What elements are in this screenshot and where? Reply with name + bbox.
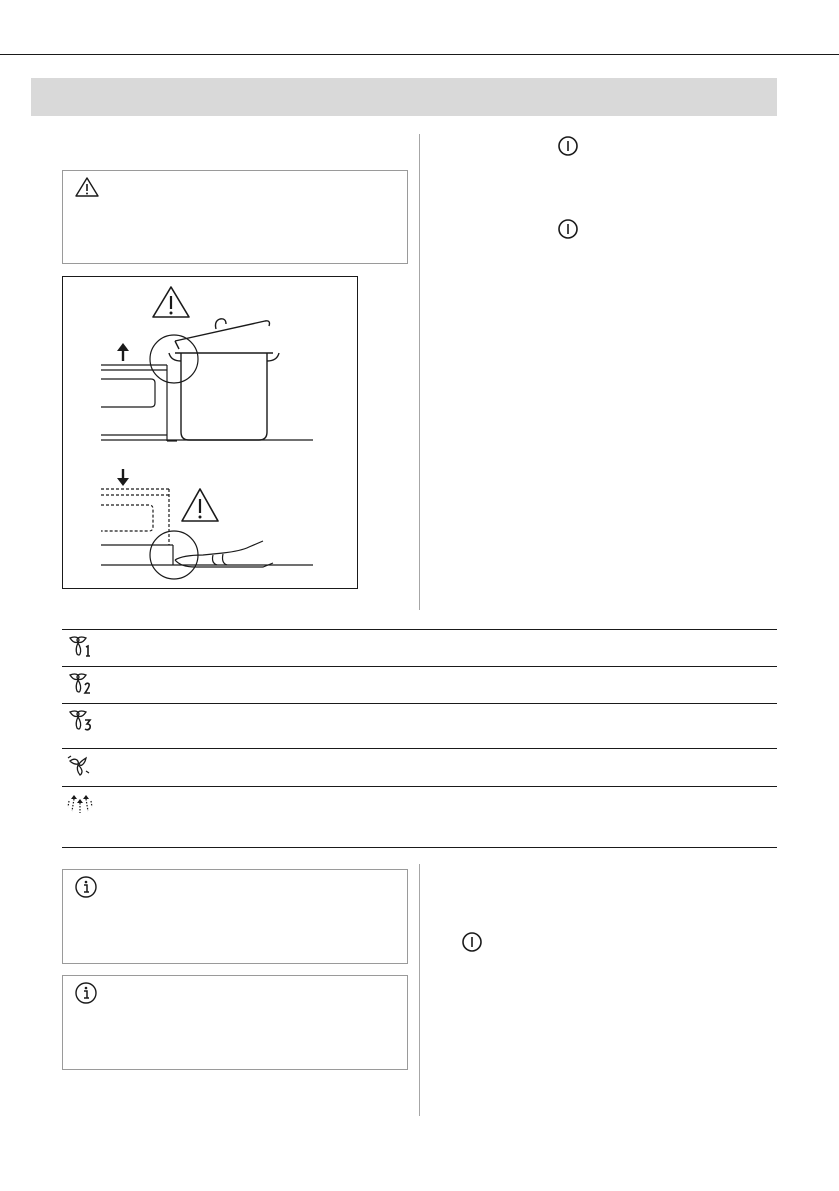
hand-icon: [175, 541, 273, 567]
warning-box: [62, 170, 408, 264]
table-row: [62, 748, 777, 786]
fan-speed-2-icon: [66, 671, 96, 697]
table-row: [62, 786, 777, 847]
pot-icon: [169, 353, 279, 440]
illustration-drawing: [63, 277, 357, 588]
steam-icon: [66, 791, 96, 817]
power-icon: [461, 931, 483, 953]
info-icon: [74, 981, 98, 1005]
info-box: [62, 975, 408, 1070]
arrow-up-icon: [117, 343, 129, 361]
table-row: [62, 666, 777, 703]
warning-triangle-icon: [182, 489, 218, 521]
illustration-frame: [62, 276, 358, 589]
table-row: [62, 629, 777, 666]
column-divider: [419, 864, 420, 1116]
section-header-bar: [31, 78, 777, 116]
info-icon: [74, 875, 98, 899]
warning-triangle-icon: [153, 287, 189, 317]
fan-speed-3-icon: [66, 708, 96, 734]
top-rule: [0, 54, 839, 55]
info-box: [62, 869, 408, 964]
arrow-down-icon: [117, 469, 129, 486]
power-icon: [557, 135, 579, 157]
table-row: [62, 703, 777, 748]
lid-icon: [175, 319, 270, 349]
fan-boost-icon: [66, 753, 96, 779]
fan-speed-1-icon: [66, 634, 96, 660]
warning-triangle-icon: [74, 176, 100, 198]
column-divider: [419, 134, 420, 610]
power-icon: [557, 218, 579, 240]
table-rule: [62, 847, 777, 848]
